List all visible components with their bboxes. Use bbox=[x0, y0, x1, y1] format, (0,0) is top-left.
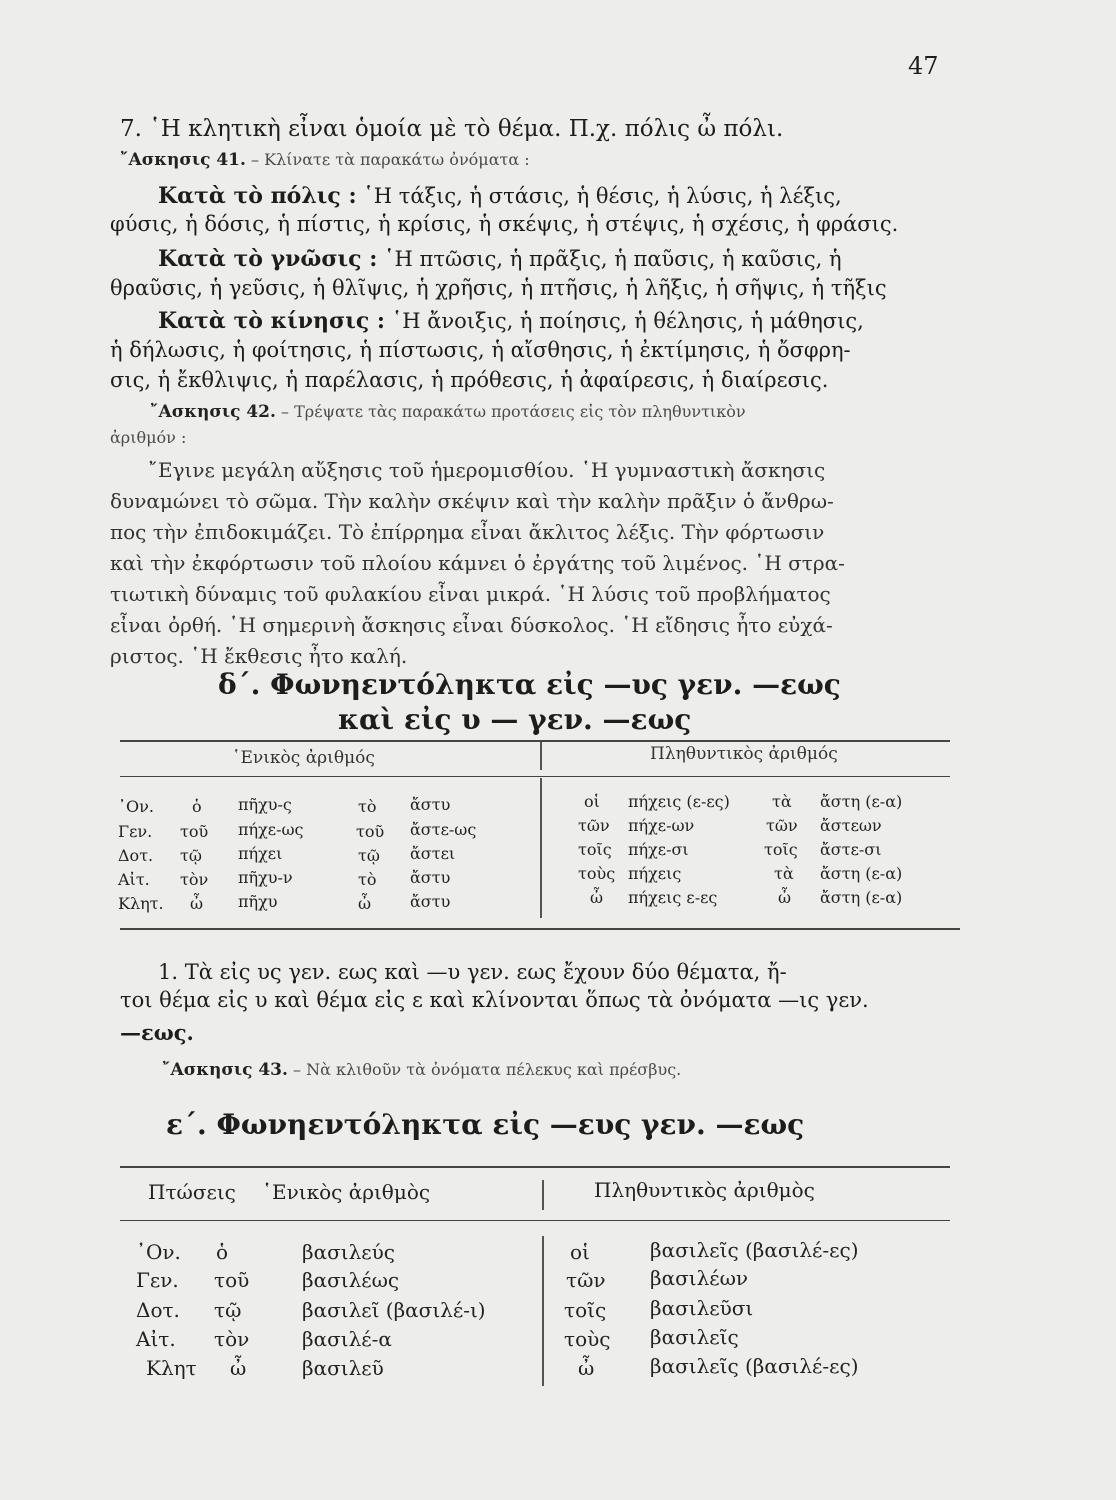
form: ἄστυ bbox=[410, 892, 451, 911]
article: τὰ bbox=[774, 864, 794, 883]
form: ἄστη (ε-α) bbox=[820, 888, 903, 907]
table-rule bbox=[120, 776, 950, 777]
article: ὁ bbox=[192, 797, 202, 816]
article: τὸν bbox=[214, 1327, 250, 1351]
rule-7: 7. ῾Η κλητικὴ εἶναι ὁμοία μὲ τὸ θέμα. Π.χ. πόλις ὦ πόλι. bbox=[120, 116, 784, 142]
case-label: Δοτ. bbox=[118, 846, 154, 865]
form: πήχε-σι bbox=[628, 840, 689, 859]
note-1-line2: τοι θέμα εἰς υ καὶ θέμα εἰς ε καὶ κλίνονται ὅπως τὰ ὀνόματα —ις γεν. bbox=[120, 988, 869, 1012]
article: ὦ bbox=[590, 888, 604, 907]
article: ὁ bbox=[216, 1240, 229, 1264]
form: πῆχυ bbox=[238, 892, 278, 911]
kata-gnosis-line1 bbox=[158, 248, 842, 270]
article: τῶν bbox=[566, 1268, 606, 1292]
exercise-42-text: – Τρέψατε τὰς παρακάτω προτάσεις εἰς τὸν πληθυντικὸν bbox=[281, 402, 746, 421]
article: τοὺς bbox=[578, 864, 616, 883]
article: τὸ bbox=[358, 870, 377, 889]
sentence-line: εἶναι ὀρθή. ῾Η σημερινὴ ἄσκησις εἶναι δύσκολος. ῾Η εἴδησις ἦτο εὐχά- bbox=[110, 613, 833, 637]
kata-polis-lead: Κατὰ τὸ πόλις : bbox=[158, 183, 357, 209]
form: ἄστυ bbox=[410, 795, 451, 814]
exercise-43 bbox=[162, 1062, 681, 1079]
plural-header: Πληθυντικὸς ἀριθμός bbox=[650, 744, 838, 764]
sentence-line: τιωτικὴ δύναμις τοῦ φυλακίου εἶναι μικρά. ῾Η λύσις τοῦ προβλήματος bbox=[110, 582, 831, 606]
article: τοῖς bbox=[578, 840, 612, 859]
form: πήχεις ε-ες bbox=[628, 888, 718, 907]
form: ἄστει bbox=[410, 844, 456, 863]
article: τοῦ bbox=[214, 1268, 250, 1292]
kata-gnosis-lead: Κατὰ τὸ γνῶσις : bbox=[158, 246, 378, 272]
exercise-42-text2: ἀριθμόν : bbox=[110, 428, 187, 447]
case-label: Αἰτ. bbox=[118, 870, 150, 889]
kata-kinesis-lead: Κατὰ τὸ κίνησις : bbox=[158, 308, 386, 334]
article: τοῖς bbox=[764, 840, 798, 859]
article: τῶν bbox=[766, 816, 798, 835]
form: πήχε-ων bbox=[628, 816, 695, 835]
page-number: 47 bbox=[908, 52, 939, 80]
exercise-42 bbox=[150, 404, 746, 421]
note-1-line1: 1. Τὰ εἰς υς γεν. εως καὶ —υ γεν. εως ἔχουν δύο θέματα, ἤ- bbox=[158, 960, 787, 984]
kata-gnosis-words1: ῾Η πτῶσις, ἡ πρᾶξις, ἡ παῦσις, ἡ καῦσις, ἡ bbox=[384, 247, 842, 271]
article: τὸν bbox=[180, 870, 209, 889]
case-label: Γεν. bbox=[118, 822, 153, 841]
sentence-line: καὶ τὴν ἐκφόρτωσιν τοῦ πλοίου κάμνει ὁ ἐργάτης τοῦ λιμένος. ῾Η στρα- bbox=[110, 551, 845, 575]
form: βασιλεῖ (βασιλέ-ι) bbox=[302, 1298, 486, 1322]
exercise-41 bbox=[120, 152, 530, 169]
article: τοὺς bbox=[564, 1327, 611, 1351]
form: πήχεις bbox=[628, 864, 682, 883]
article: τοῖς bbox=[564, 1298, 607, 1322]
form: πῆχυ-ν bbox=[238, 868, 293, 887]
case-label: Αἰτ. bbox=[136, 1327, 176, 1351]
case-label: Κλητ. bbox=[118, 894, 164, 913]
section-d-title-2: καὶ εἰς υ — γεν. —εως bbox=[338, 703, 692, 736]
case-label: ᾿Ον. bbox=[118, 797, 154, 816]
table-divider bbox=[540, 742, 542, 770]
table-divider bbox=[542, 1180, 544, 1210]
singular-header: ῾Ενικὸς ἀριθμός bbox=[232, 748, 375, 768]
article: ὦ bbox=[230, 1356, 247, 1380]
table-rule bbox=[120, 928, 960, 930]
kata-kinesis-line1 bbox=[158, 310, 864, 332]
exercise-43-label: ῎Ασκησις 43. bbox=[162, 1060, 288, 1080]
exercise-43-text: – Νὰ κλιθοῦν τὰ ὀνόματα πέλεκυς καὶ πρέσβυς. bbox=[293, 1060, 682, 1079]
article: τῷ bbox=[358, 846, 380, 865]
plural-header: Πληθυντικὸς ἀριθμὸς bbox=[594, 1178, 815, 1202]
article: ὦ bbox=[358, 894, 372, 913]
kata-polis-words1: ῾Η τάξις, ἡ στάσις, ἡ θέσις, ἡ λύσις, ἡ λέξις, bbox=[363, 184, 842, 208]
article: οἱ bbox=[570, 1240, 590, 1264]
sentence-line: δυναμώνει τὸ σῶμα. Τὴν καλὴν σκέψιν καὶ τὴν καλὴν πρᾶξιν ὁ ἄνθρω- bbox=[110, 489, 834, 513]
form: βασιλεῖς bbox=[650, 1325, 739, 1349]
sentence-line: πος τὴν ἐπιδοκιμάζει. Τὸ ἐπίρρημα εἶναι ἄκλιτος λέξις. Τὴν φόρτωσιν bbox=[110, 520, 825, 544]
kata-kinesis-words1: ῾Η ἄνοιξις, ἡ ποίησις, ἡ θέλησις, ἡ μάθησις, bbox=[391, 309, 864, 333]
form: ἄστη (ε-α) bbox=[820, 792, 903, 811]
exercise-42-label: ῎Ασκησις 42. bbox=[150, 402, 276, 422]
article: τῶν bbox=[578, 816, 610, 835]
section-d-title-1: δ΄. Φωνηεντόληκτα εἰς —υς γεν. —εως bbox=[218, 668, 841, 701]
case-label: ᾿Ον. bbox=[136, 1240, 181, 1264]
article: τῷ bbox=[214, 1298, 242, 1322]
note-1-line3: —εως. bbox=[120, 1020, 194, 1045]
exercise-41-text: – Κλίνατε τὰ παρακάτω ὀνόματα : bbox=[251, 150, 530, 169]
form: ἄστη (ε-α) bbox=[820, 864, 903, 883]
kata-kinesis-line3: σις, ἡ ἔκθλιψις, ἡ παρέλασις, ἡ πρόθεσις, ἡ ἀφαίρεσις, ἡ διαίρεσις. bbox=[110, 368, 829, 392]
form: ἄστυ bbox=[410, 868, 451, 887]
article: ὦ bbox=[190, 894, 204, 913]
article: ὦ bbox=[778, 888, 792, 907]
table-rule bbox=[120, 1166, 950, 1168]
section-e-title: ε΄. Φωνηεντόληκτα εἰς —ευς γεν. —εως bbox=[166, 1108, 805, 1141]
form: βασιλέων bbox=[650, 1266, 749, 1290]
form: πήχει bbox=[238, 844, 283, 863]
kata-kinesis-line2: ἡ δήλωσις, ἡ φοίτησις, ἡ πίστωσις, ἡ αἴσθησις, ἡ ἐκτίμησις, ἡ ὄσφρη- bbox=[110, 338, 851, 362]
sentence-line: ῎Εγινε μεγάλη αὔξησις τοῦ ἡμερομισθίου. ῾Η γυμναστικὴ ἄσκησις bbox=[148, 458, 826, 482]
article: ὦ bbox=[578, 1356, 595, 1380]
article: τὸ bbox=[358, 797, 377, 816]
form: βασιλεύς bbox=[302, 1240, 395, 1264]
form: πήχεις (ε-ες) bbox=[628, 792, 730, 811]
form: πήχε-ως bbox=[238, 820, 304, 839]
article: τῷ bbox=[180, 846, 202, 865]
table-divider bbox=[542, 1236, 544, 1386]
kata-polis-line2: φύσις, ἡ δόσις, ἡ πίστις, ἡ κρίσις, ἡ σκέψις, ἡ στέψις, ἡ σχέσις, ἡ φράσις. bbox=[110, 212, 899, 236]
form: βασιλεῖς (βασιλέ-ες) bbox=[650, 1354, 859, 1378]
case-label: Κλητ bbox=[146, 1356, 197, 1380]
form: βασιλεῦ bbox=[302, 1356, 384, 1380]
form: βασιλέ-α bbox=[302, 1327, 392, 1351]
case-label: Δοτ. bbox=[136, 1298, 180, 1322]
cases-header: Πτώσεις bbox=[148, 1180, 236, 1204]
table-rule bbox=[120, 740, 950, 742]
exercise-41-label: ῎Ασκησις 41. bbox=[120, 150, 246, 170]
table-rule bbox=[120, 1220, 950, 1221]
table-divider bbox=[540, 778, 542, 918]
form: βασιλέως bbox=[302, 1268, 400, 1292]
form: βασιλεῖς (βασιλέ-ες) bbox=[650, 1238, 859, 1262]
kata-polis-line1 bbox=[158, 185, 842, 207]
article: οἱ bbox=[584, 792, 600, 811]
form: ἄστε-ως bbox=[410, 820, 477, 839]
form: ἄστεων bbox=[820, 816, 882, 835]
form: βασιλεῦσι bbox=[650, 1296, 754, 1320]
form: ἄστε-σι bbox=[820, 840, 882, 859]
case-label: Γεν. bbox=[136, 1268, 179, 1292]
sentence-line: ριστος. ῾Η ἔκθεσις ἦτο καλή. bbox=[110, 644, 408, 668]
article: τὰ bbox=[772, 792, 792, 811]
form: πῆχυ-ς bbox=[238, 795, 292, 814]
kata-gnosis-line2: θραῦσις, ἡ γεῦσις, ἡ θλῖψις, ἡ χρῆσις, ἡ πτῆσις, ἡ λῆξις, ἡ σῆψις, ἡ τῆξις bbox=[110, 276, 887, 300]
singular-header: ῾Ενικὸς ἀριθμὸς bbox=[262, 1180, 431, 1204]
article: τοῦ bbox=[356, 822, 385, 841]
article: τοῦ bbox=[180, 822, 209, 841]
